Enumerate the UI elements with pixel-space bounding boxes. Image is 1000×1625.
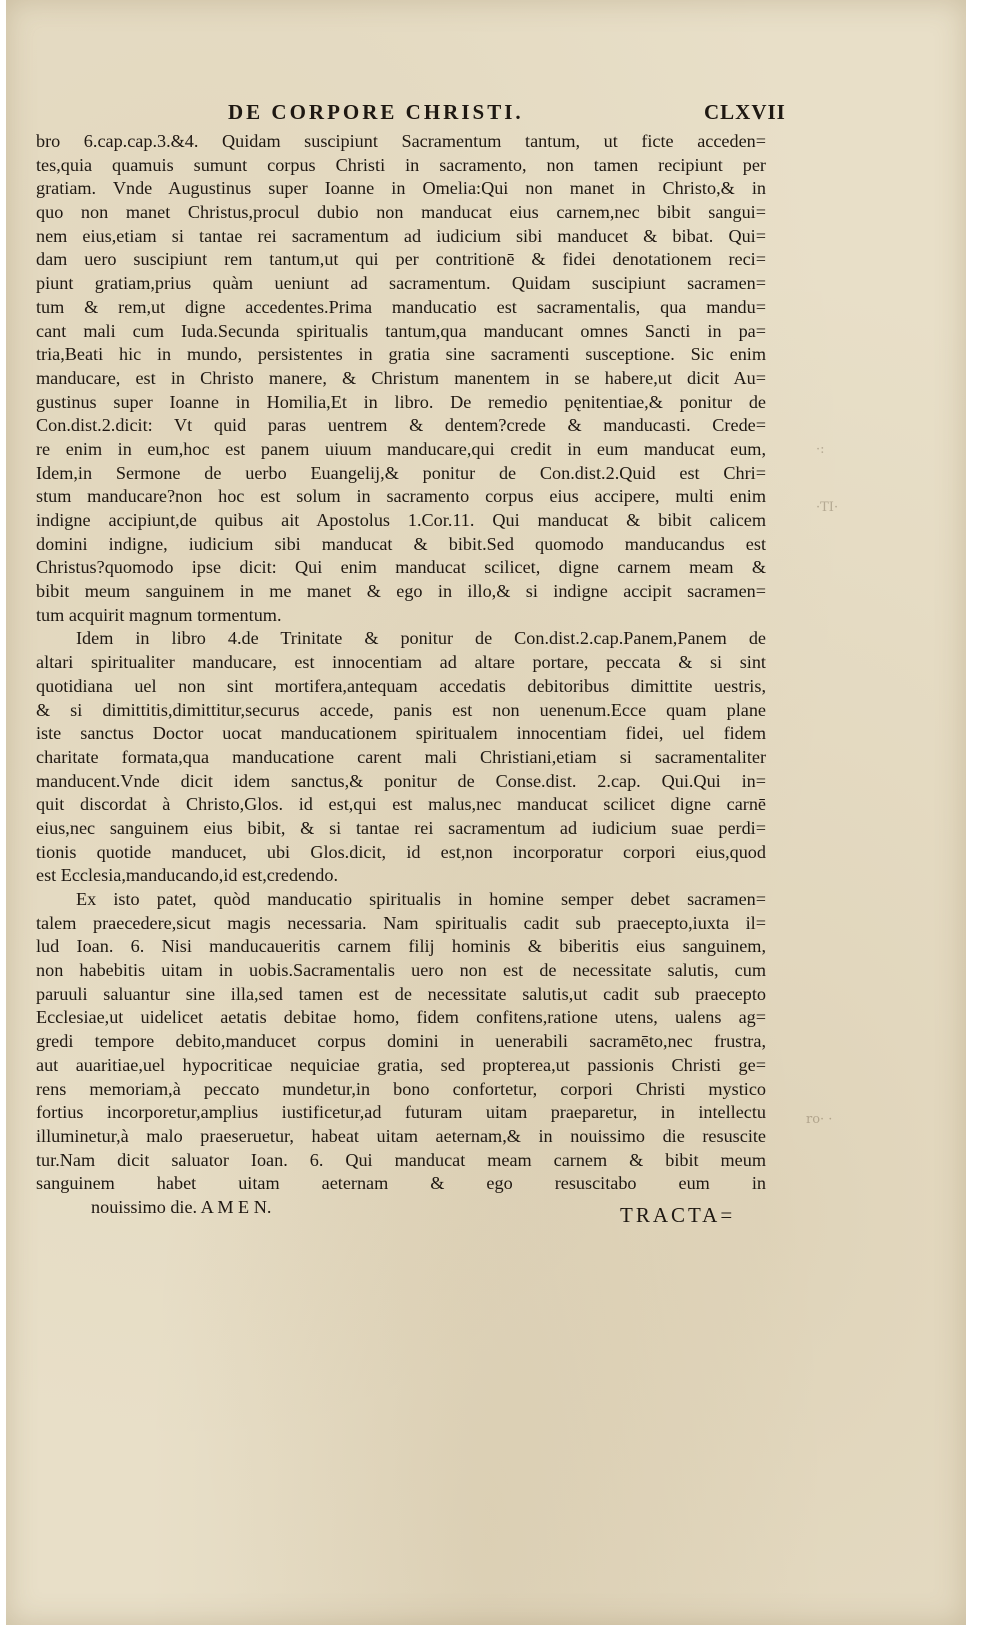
text-line: aut auaritiae,uel hypocriticae nequiciae gratia, sed propterea,ut passionis Christi ge= — [36, 1054, 766, 1075]
text-line: tur.Nam dicit saluator Ioan. 6. Qui manducat meam carnem & bibit meum — [36, 1149, 766, 1170]
text-line: bro 6.cap.cap.3.&4. Quidam suscipiunt Sacramentum tantum, ut ficte acceden= — [36, 131, 766, 151]
text-line: charitate formata,qua manducatione carent mali Christiani,etiam si sacramentaliter — [36, 746, 766, 767]
text-line: rens memoriam,à peccato mundetur,in bono confortetur, corpori Christi mystico — [36, 1078, 766, 1099]
text-line: manducare, est in Christo manere, & Christum manentem in se habere,ut dicit Au= — [36, 367, 766, 388]
text-line: fortius incorporetur,amplius iustificetur,ad futuram uitam praeparetur, in intellectu — [36, 1102, 766, 1123]
text-line: Idem,in Sermone de uerbo Euangelij,& ponitur de Con.dist.2.Quid est Chri= — [36, 462, 766, 483]
body-text — [36, 130, 766, 1220]
text-line: quit discordat à Christo,Glos. id est,qui est malus,nec manducat scilicet digne carnē — [36, 794, 766, 815]
catchword: TRACTA= — [620, 1203, 736, 1227]
text-line: gustinus super Ioanne in Homilia,Et in libro. De remedio pęnitentiae,& ponitur de — [36, 391, 766, 412]
text-line: Ecclesiae,ut uidelicet aetatis debitae homo, fidem confitens,ratione utens, ualens ag= — [36, 1007, 766, 1028]
text-line: domini indigne, iudicium sibi manducat & bibit.Sed quomodo manducandus est — [36, 533, 766, 554]
text-line: eius,nec sanguinem eius bibit, & si tantae rei sacramentum ad iudicium suae perdi= — [36, 817, 766, 838]
text-line: tum & rem,ut digne accedentes.Prima manducatio est sacramentalis, qua mandu= — [36, 296, 766, 317]
text-line: quotidiana uel non sint mortifera,antequam accedatis debitoribus dimittite uestris, — [36, 675, 766, 696]
text-line: piunt gratiam,prius quàm ueniunt ad sacramentum. Quidam suscipiunt sacramen= — [36, 273, 766, 294]
text-line: re enim in eum,hoc est panem uiuum manducare,qui credit in eum manducat eum, — [36, 438, 766, 459]
text-line: stum manducare?non hoc est solum in sacramento corpus eius accipere, multi enim — [36, 486, 766, 507]
text-line: quo non manet Christus,procul dubio non manducat eius carnem,nec bibit sangui= — [36, 202, 766, 223]
text-line: est Ecclesia,manducando,id est,credendo. — [36, 865, 338, 886]
text-line: manducent.Vnde dicit idem sanctus,& ponitur de Consе.dist. 2.cap. Qui.Qui in= — [36, 770, 766, 791]
text-line: tes,quia quamuis sumunt corpus Christi in sacramento, non tamen recipiunt per — [36, 154, 766, 175]
text-line: nouissimo die. A M E N. — [91, 1196, 272, 1217]
folio-number: CLXVII — [704, 100, 786, 124]
text-line: paruuli saluantur sine illa,sed tamen est de necessitate salutis,ut cadit sub praecepto — [36, 983, 766, 1004]
text-line: tria,Beati hic in mundo, persistentes in gratia sine sacramenti susceptione. Sic enim — [36, 344, 766, 365]
text-line: bibit meum sanguinem in me manet & ego in illo,& si indigne accipit sacramen= — [36, 581, 766, 602]
text-line: talem praecedere,sicut magis necessaria. Nam spiritualis cadit sub praecepto,iuxta il= — [36, 912, 766, 933]
text-line: Con.dist.2.dicit: Vt quid paras uentrem & dentem?crede & manducasti. Crede= — [36, 415, 766, 436]
page-header — [6, 100, 966, 130]
text-line: iste sanctus Doctor uocat manducationem spiritualem innocentiam fidei, uel fidem — [36, 723, 766, 744]
text-line: gredi tempore debito,manducet corpus domini in uenerabili sacramēto,nec frustra, — [36, 1031, 766, 1052]
text-line: sanguinem habet uitam aeternam & ego resuscitabo eum in — [36, 1173, 766, 1194]
bleed-through-mark: ·: — [816, 442, 825, 457]
text-line: gratiam. Vnde Augustinus super Ioanne in Omelia:Qui non manet in Christo,& in — [36, 178, 766, 199]
bleed-through-mark: ro· · — [806, 1112, 833, 1127]
text-line: & si dimittitis,dimittitur,securus accede, panis est non uenenum.Ecce quam plane — [36, 699, 766, 720]
text-line: dam uero suscipiunt rem tantum,ut qui per contritionē & fidei denotationem reci= — [36, 249, 766, 270]
text-line: non habebitis uitam in uobis.Sacramentalis uero non est de necessitate salutis, cum — [36, 960, 766, 981]
bleed-through-mark: ·TI· — [816, 500, 839, 515]
text-line: nem eius,etiam si tantae rei sacramentum ad iudicium sibi manducet & bibat. Qui= — [36, 225, 766, 246]
text-line: tionis quotide manducet, ubi Glos.dicit, id est,non incorporatur corpori eius,quod — [36, 841, 766, 862]
text-line: Christus?quomodo ipse dicit: Qui enim manducat scilicet, digne carnem meam & — [36, 557, 766, 578]
text-line: Idem in libro 4.de Trinitate & ponitur de Con.dist.2.cap.Panem,Panem de — [76, 628, 766, 649]
text-line: indigne accipiunt,de quibus ait Apostolus 1.Cor.11. Qui manducat & bibit calicem — [36, 510, 766, 530]
text-line: illuminetur,à malo praeseruetur, habeat uitam aeternam,& in nouissimo die resuscite — [36, 1125, 766, 1146]
text-line: Ex isto patet, quòd manducatio spiritualis in homine semper debet sacramen= — [76, 889, 766, 909]
book-page — [6, 0, 966, 1625]
text-line: altari spiritualiter manducare, est innocentiam ad altare portare, peccata & si sint — [36, 652, 766, 673]
text-line: lud Ioan. 6. Nisi manducaueritis carnem filij hominis & biberitis eius sanguinem, — [36, 936, 766, 957]
text-line: cant mali cum Iuda.Secunda spiritualis tantum,qua manducant omnes Sancti in pa= — [36, 320, 766, 341]
running-title: DE CORPORE CHRISTI. — [228, 100, 524, 124]
text-line: tum acquirit magnum tormentum. — [36, 604, 282, 625]
